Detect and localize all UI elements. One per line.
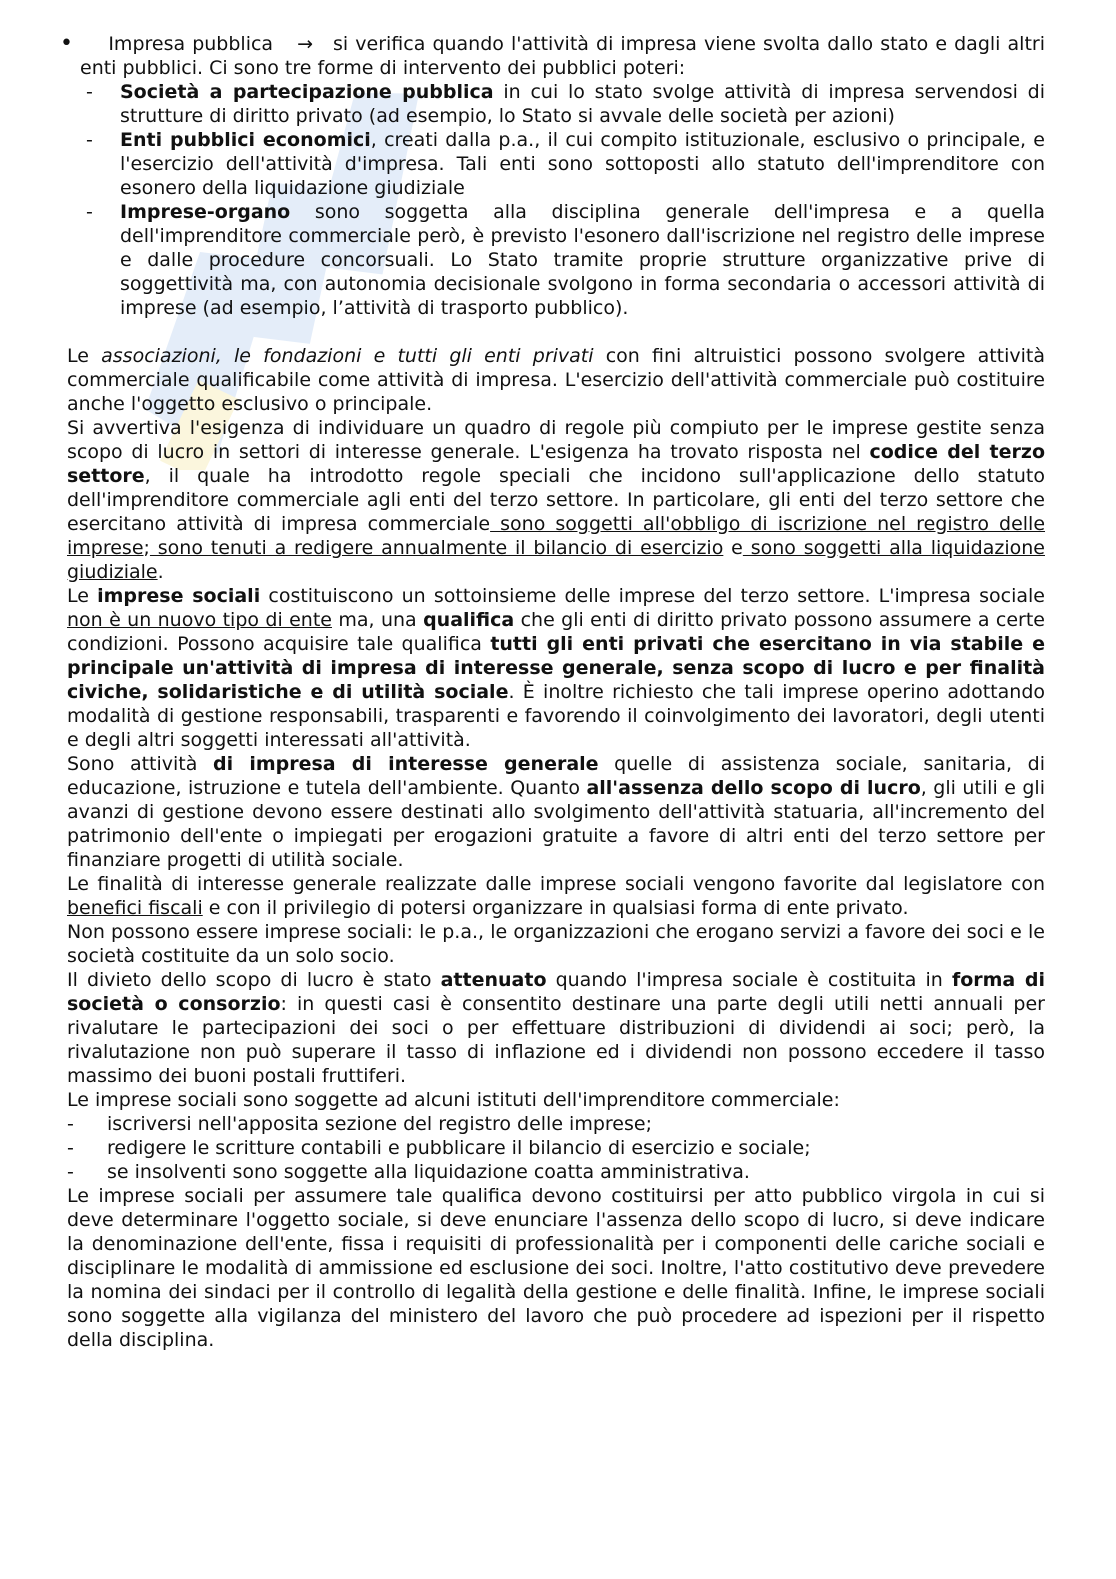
- paragraph-third-sector: Si avvertiva l'esigenza di individuare un quadro di regole più compiuto per le imprese gestite senza scopo di lucro in settori di interesse generale. L'esigenza ha trovato risposta nel codice del terzo settore, il quale ha introdotto regole speciali che incidono sull'applicazione dello statuto dell'imprenditore commerciale agli enti del terzo settore. In particolare, gli enti del terzo settore che esercitano attività di impresa commerciale sono soggetti all'obbligo di iscrizione nel registro delle imprese; sono tenuti a redigere annualmente il bilancio di esercizio e sono soggetti alla liquidazione giudiziale.: [67, 417, 1046, 583]
- bold-term: attenuato: [440, 969, 547, 991]
- underlined-text: sono soggetti all'obbligo di iscrizione nel registro delle imprese: [67, 513, 1046, 559]
- intro-head: Impresa pubblica: [108, 33, 274, 55]
- paragraph-profit-ban: Il divieto dello scopo di lucro è stato attenuato quando l'impresa sociale è costituita in forma di società o consorzio: in questi casi è consentito destinare una parte degli utili netti annuali per rivalutare le partecipazioni dei soci o per effettuare distribuzioni di dividendi ai soci; però, la rivalutazione non può superare il tasso di inflazione ed i dividendi non possono eccedere il tasso massimo dei buoni postali fruttiferi.: [67, 969, 1046, 1087]
- dash-marker: -: [67, 1161, 74, 1183]
- paragraph-general-interest: Sono attività di impresa di interesse generale quelle di assistenza sociale, sanitaria, di educazione, istruzione e tutela dell'ambiente. Quanto all'assenza dello scopo di lucro, gli utili e gli avanzi di gestione devono essere destinati allo svolgimento dell'attività statuaria, all'incremento del patrimonio dell'ente o impiegati per erogazioni gratuite a favore di altri enti del terzo settore per finanziare progetti di utilità sociale.: [67, 753, 1045, 871]
- list-item: - redigere le scritture contabili e pubblicare il bilancio di esercizio e sociale;: [67, 1137, 811, 1159]
- bold-term: tutti gli enti privati che esercitano in via stabile e principale un'attività di impresa di interesse generale, senza scopo di lucro e per finalità civiche, solidaristiche e di utilità sociale: [67, 633, 1045, 703]
- bold-term: codice del terzo settore: [67, 441, 1045, 487]
- form-title: Enti pubblici economici: [120, 129, 371, 151]
- intro-text: [80, 32, 1045, 80]
- bold-term: forma di società o consorzio: [67, 969, 1046, 1015]
- form-text: in cui lo stato svolge attività di impresa servendosi di strutture di diritto privato (ad esempio, lo Stato si avvale delle società per azioni): [120, 81, 1046, 127]
- obligations-list: [67, 1112, 1045, 1184]
- paragraph-tax-benefits: Le finalità di interesse generale realizzate dalle imprese sociali vengono favorite dal legislatore con benefici fiscali e con il privilegio di potersi organizzare in qualsiasi forma di ente privato.: [67, 873, 1045, 919]
- list-item: - iscriversi nell'apposita sezione del registro delle imprese;: [67, 1113, 652, 1135]
- italic-term: associazioni, le fondazioni e tutti gli enti privati: [101, 345, 594, 367]
- bullet-dot-icon: •: [60, 31, 73, 56]
- form-text: , creati dalla p.a., il cui compito istituzionale, esclusivo o principale, e l'esercizio dell'attività d'impresa. Tali enti sono sottoposti allo statuto dell'imprenditore con esonero della liquidazione giudiziale: [120, 129, 1045, 199]
- paragraph-associations: Le associazioni, le fondazioni e tutti gli enti privati con fini altruistici possono svolgere attività commerciale qualificabile come attività di impresa. L'esercizio dell'attività commerciale può costituire anche l'oggetto esclusivo o principale.: [67, 345, 1046, 415]
- public-forms-list: [67, 80, 1045, 320]
- bold-term: di impresa di interesse generale: [213, 753, 599, 775]
- underlined-text: benefici fiscali: [67, 897, 203, 919]
- arrow-icon: →: [297, 33, 314, 55]
- dash-marker: -: [67, 1113, 74, 1135]
- paragraph-obligations-intro: Le imprese sociali sono soggette ad alcuni istituti dell'imprenditore commerciale:: [67, 1089, 840, 1111]
- bold-term: all'assenza dello scopo di lucro: [586, 777, 921, 799]
- dash-marker: -: [86, 81, 93, 103]
- underlined-text: sono tenuti a redigere annualmente il bilancio di esercizio: [149, 537, 724, 559]
- document-body: [60, 31, 1046, 1352]
- intro-bullet: [60, 31, 1045, 80]
- list-item: [67, 200, 1045, 320]
- dash-marker: -: [86, 201, 93, 223]
- dash-marker: -: [67, 1137, 74, 1159]
- list-item: - se insolventi sono soggette alla liquidazione coatta amministrativa.: [67, 1161, 750, 1183]
- underlined-text: sono soggetti alla liquidazione giudiziale: [67, 537, 1045, 583]
- paragraph-constitution: Le imprese sociali per assumere tale qualifica devono costituirsi per atto pubblico virgola in cui si deve determinare l'oggetto sociale, si deve enunciare l'assenza dello scopo di lucro, si deve indicare la denominazione dell'ente, fissa i requisiti di professionalità per i componenti delle cariche sociali e disciplinare le modalità di ammissione ed esclusione dei soci. Inoltre, l'atto costitutivo deve prevedere la nomina dei sindaci per il controllo di legalità della gestione e delle finalità. Infine, le imprese sociali sono soggette alla vigilanza del ministero del lavoro che può procedere ad ispezioni per il rispetto della disciplina.: [67, 1185, 1045, 1351]
- form-title: Società a partecipazione pubblica: [120, 81, 494, 103]
- list-item: [67, 128, 1045, 200]
- intro-body: si verifica quando l'attività di impresa viene svolta dallo stato e dagli altri enti pubblici. Ci sono tre forme di intervento dei pubblici poteri:: [80, 33, 1045, 79]
- form-text: sono soggetta alla disciplina generale dell'impresa e a quella dell'imprenditore commerciale però, è previsto l'esonero dall'iscrizione nel registro delle imprese e dalle procedure concorsuali. Lo Stato tramite proprie strutture organizzative prive di soggettività ma, con autonomia decisionale svolgono in forma secondaria o accessori attività di imprese (ad esempio, l’attività di trasporto pubblico).: [120, 201, 1045, 319]
- dash-marker: -: [86, 129, 93, 151]
- list-item: [67, 80, 1045, 128]
- bold-term: imprese sociali: [97, 585, 261, 607]
- bold-term: qualifica: [423, 609, 515, 631]
- paragraph-social-enterprises: Le imprese sociali costituiscono un sottoinsieme delle imprese del terzo settore. L'impresa sociale non è un nuovo tipo di ente ma, una qualifica che gli enti di diritto privato possono assumere a certe condizioni. Possono acquisire tale qualifica tutti gli enti privati che esercitano in via stabile e principale un'attività di impresa di interesse generale, senza scopo di lucro e per finalità civiche, solidaristiche e di utilità sociale. È inoltre richiesto che tali imprese operino adottando modalità di gestione responsabili, trasparenti e favorendo il coinvolgimento dei lavoratori, degli utenti e degli altri soggetti interessati all'attività.: [67, 585, 1046, 751]
- form-title: Imprese-organo: [120, 201, 291, 223]
- paragraph-exclusions: Non possono essere imprese sociali: le p.a., le organizzazioni che erogano servizi a favore dei soci e le società costituite da un solo socio.: [67, 921, 1045, 967]
- underlined-text: non è un nuovo tipo di ente: [67, 609, 332, 631]
